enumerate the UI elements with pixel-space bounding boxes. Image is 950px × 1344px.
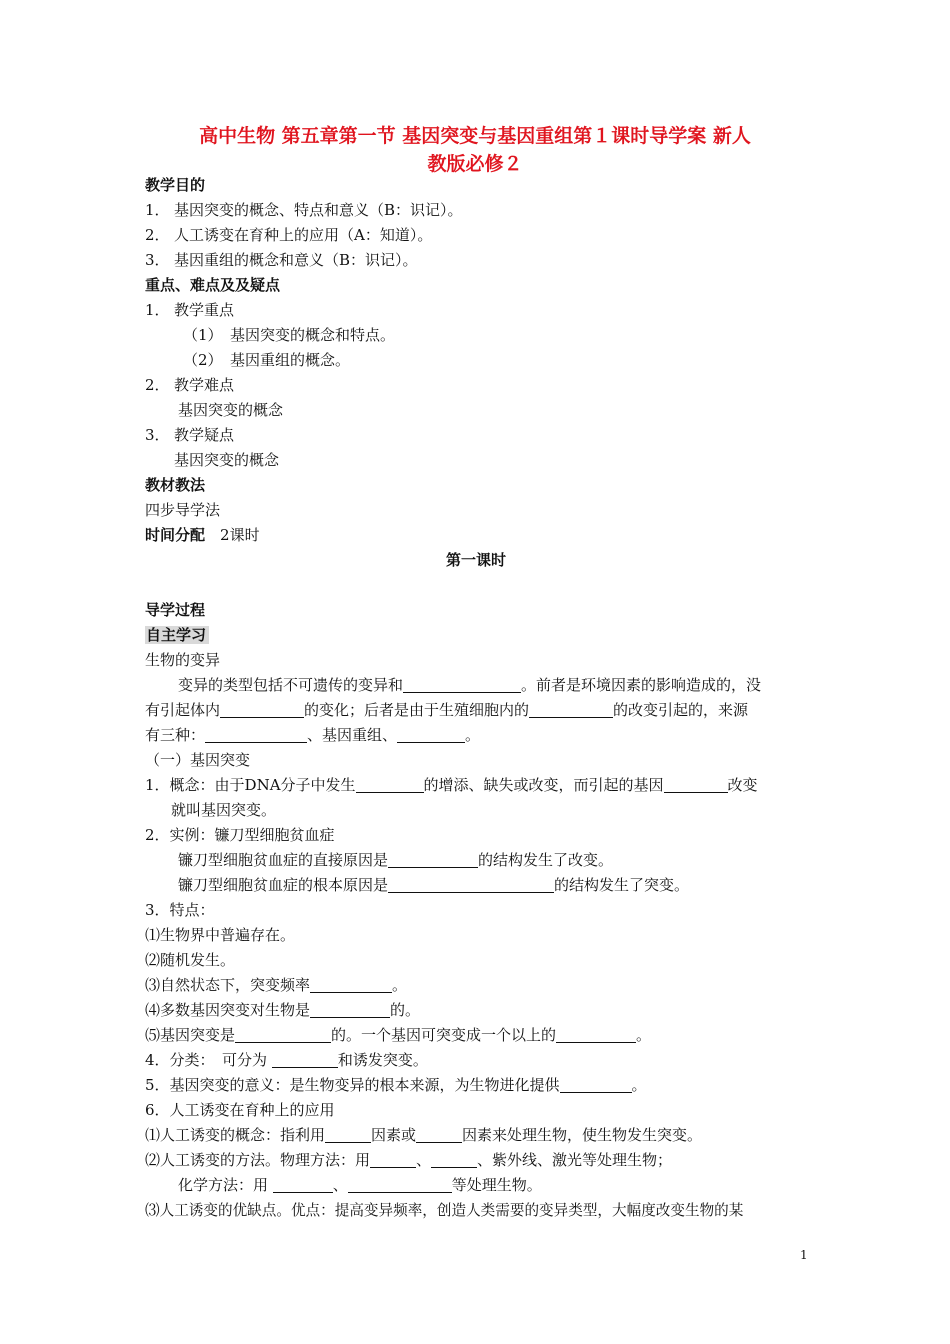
difficulty-text: 基因突变的概念	[178, 401, 284, 419]
objective-item: 3． 基因重组的概念和意义（B：识记）。	[145, 251, 418, 269]
focus-sub-2: （2） 基因重组的概念。	[183, 351, 351, 369]
blank[interactable]	[272, 1051, 338, 1068]
example-direct-cause: 镰刀型细胞贫血症的直接原因是 的结构发生了改变。	[178, 851, 614, 869]
document-body	[145, 173, 807, 1223]
blank[interactable]	[356, 776, 424, 793]
document-title	[145, 122, 805, 178]
feature-4: ⑷多数基因突变对生物是 的。	[145, 1001, 421, 1019]
blank[interactable]	[370, 1151, 416, 1168]
page-number: 1	[800, 1248, 808, 1262]
mutation-concept-cont: 就叫基因突变。	[171, 801, 277, 819]
focus-label: 1． 教学重点	[145, 301, 235, 319]
blank[interactable]	[388, 851, 478, 868]
blank[interactable]	[325, 1126, 371, 1143]
blank[interactable]	[560, 1076, 632, 1093]
variation-line-2: 有引起体内 的变化；后者是由于生殖细胞内的 的改变引起的，来源	[145, 701, 749, 719]
time-allocation: 时间分配 2课时	[145, 526, 260, 544]
variation-line-3: 有三种： 、基因重组、 。	[145, 726, 481, 744]
example-root-cause: 镰刀型细胞贫血症的根本原因是 的结构发生了突变。	[178, 876, 690, 894]
blank[interactable]	[431, 1151, 477, 1168]
example-heading: 2．实例：镰刀型细胞贫血症	[145, 826, 335, 844]
blank[interactable]	[397, 726, 465, 743]
blank[interactable]	[220, 701, 304, 718]
mutation-heading: （一）基因突变	[145, 751, 251, 769]
variation-line-1: 变异的类型包括不可遗传的变异和 。前者是环境因素的影响造成的，没	[178, 676, 762, 694]
doubt-text: 基因突变的概念	[174, 451, 280, 469]
blank[interactable]	[388, 876, 554, 893]
features-heading: 3．特点：	[145, 901, 215, 919]
feature-2: ⑵随机发生。	[145, 951, 236, 969]
blank[interactable]	[556, 1026, 636, 1043]
blank[interactable]	[205, 726, 307, 743]
induce-heading: 6．人工诱变在育种上的应用	[145, 1101, 335, 1119]
objective-item: 1． 基因突变的概念、特点和意义（B：识记）。	[145, 201, 463, 219]
doubt-label: 3． 教学疑点	[145, 426, 235, 444]
method-text: 四步导学法	[145, 501, 221, 519]
induce-physical: ⑵人工诱变的方法。物理方法：用 、 、紫外线、激光等处理生物；	[145, 1151, 673, 1169]
induce-concept: ⑴人工诱变的概念：指利用 因素或 因素来处理生物，使生物发生突变。	[145, 1126, 703, 1144]
feature-5: ⑸基因突变是 的。一个基因可突变成一个以上的 。	[145, 1026, 652, 1044]
objective-item: 2． 人工诱变在育种上的应用（A：知道）。	[145, 226, 433, 244]
blank[interactable]	[310, 976, 392, 993]
significance: 5．基因突变的意义：是生物变异的根本来源，为生物进化提供 。	[145, 1076, 647, 1094]
mutation-concept: 1．概念：由于DNA分子中发生 的增添、缺失或改变，而引起的基因 改变	[145, 776, 758, 794]
process-heading: 导学过程	[145, 601, 206, 619]
key-points-heading: 重点、难点及及疑点	[145, 276, 281, 294]
focus-sub-1: （1） 基因突变的概念和特点。	[183, 326, 396, 344]
blank[interactable]	[310, 1001, 390, 1018]
difficulty-label: 2． 教学难点	[145, 376, 235, 394]
blank[interactable]	[664, 776, 728, 793]
classification: 4．分类： 可分为 和诱发突变。	[145, 1051, 428, 1069]
lesson-title: 第一课时	[445, 551, 506, 569]
title-line-2: 教版必修２	[427, 153, 523, 175]
blank[interactable]	[235, 1026, 331, 1043]
feature-1: ⑴生物界中普遍存在。	[145, 926, 296, 944]
blank[interactable]	[273, 1176, 333, 1193]
objectives-heading: 教学目的	[145, 176, 206, 194]
title-line-1: 高中生物 第五章第一节 基因突变与基因重组第１课时导学案 新人	[199, 125, 751, 147]
variation-heading: 生物的变异	[145, 651, 221, 669]
blank[interactable]	[403, 676, 521, 693]
induce-pros-cons: ⑶人工诱变的优缺点。优点：提高变异频率，创造人类需要的变异类型，大幅度改变生物的某	[145, 1202, 744, 1219]
self-study-heading: 自主学习	[145, 623, 807, 648]
feature-3: ⑶自然状态下，突变频率 。	[145, 976, 408, 994]
blank[interactable]	[416, 1126, 462, 1143]
blank[interactable]	[348, 1176, 452, 1193]
blank[interactable]	[529, 701, 613, 718]
induce-chemical: 化学方法：用 、 等处理生物。	[178, 1176, 542, 1194]
method-heading: 教材教法	[145, 476, 206, 494]
